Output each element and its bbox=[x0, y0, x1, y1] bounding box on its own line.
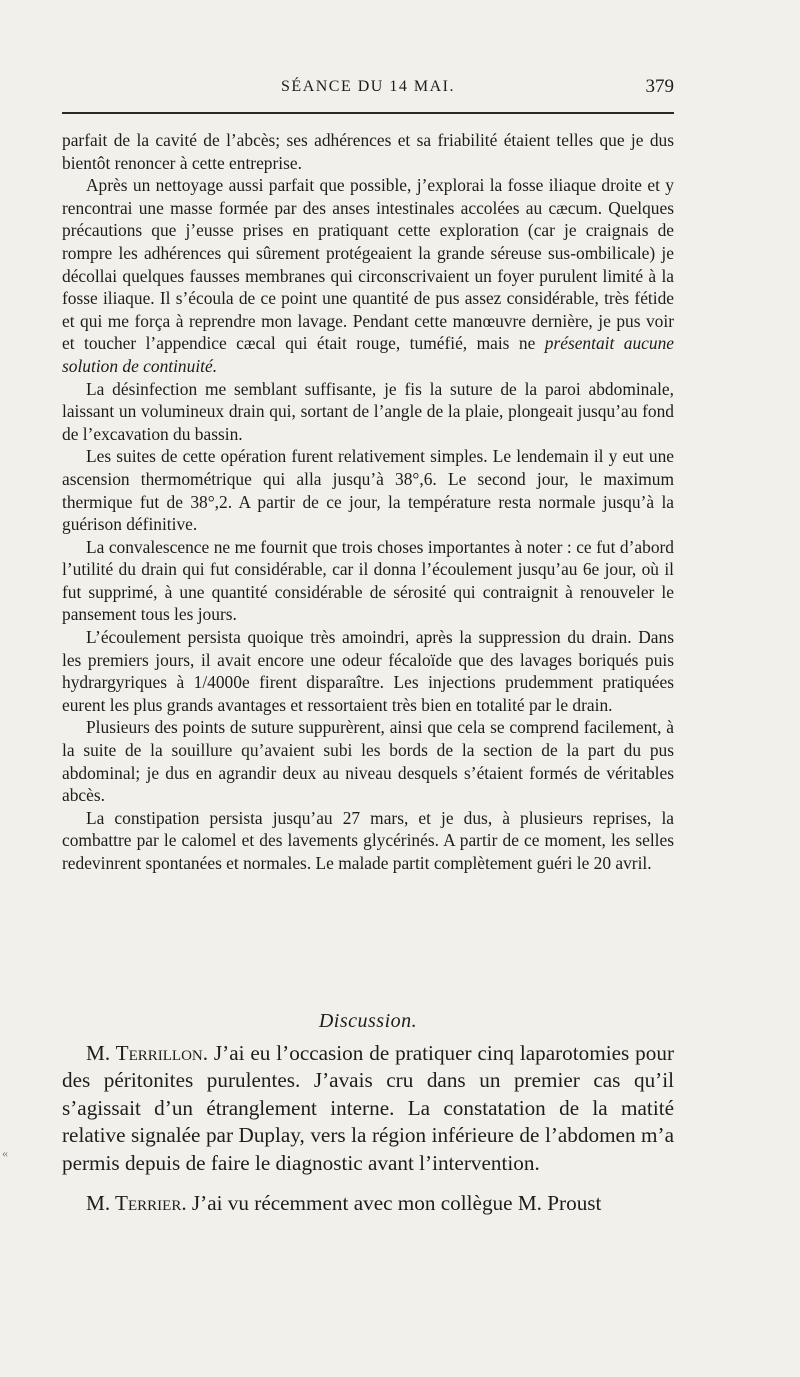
paragraph: Plusieurs des points de suture suppurèrent, ainsi que cela se comprend facilement, à la suite de la souillure qu’avaient subi les bords de la section de la part du pus abdominal; je dus en agrandir deux au niveau desquels s’étaient formés de véritables abcès. bbox=[62, 717, 674, 806]
speech-text: J’ai eu l’occasion de pratiquer cinq laparotomies pour des péritonites purulentes. J’avais cru dans un premier cas qu’il s’agissait d’un étranglement interne. La constatation de la matité relative signalée par Duplay, vers la région inférieure de l’abdomen m’a permis depuis de faire le diagnostic avant l’intervention. bbox=[62, 1041, 674, 1175]
paragraph: L’écoulement persista quoique très amoindri, après la suppression du drain. Dans les premiers jours, il avait encore une odeur fécaloïde que des lavages boriqués puis hydrargyriques à 1/4000e firent disparaître. Les injections prudemment pratiquées eurent les plus grands avantages et ressortaient très bien en totalité par le drain. bbox=[62, 627, 674, 715]
paragraph-text: Après un nettoyage aussi parfait que possible, j’explorai la fosse iliaque droite et y rencontrai une masse formée par des anses intestinales accolées au cæcum. Quelques précautions que j’eusse prises en pratiquant cette exploration (car je craignais de rompre les adhérences qui sûrement protégeaient la grande séreuse sus-ombilicale) je décollai quelques fausses membranes qui circonscrivaient un foyer purulent limité à la fosse iliaque. Il s’écoula de ce point une quantité de pus assez considérable, très fétide et qui me força à reprendre mon lavage. Pendant cette manœuvre dernière, je pus voir et toucher l’appendice cæcal qui était rouge, tuméfié, mais ne bbox=[62, 175, 674, 354]
case-report-text bbox=[62, 129, 674, 875]
speaker-name: M. Terrillon. bbox=[86, 1041, 209, 1065]
margin-mark: « bbox=[2, 1146, 8, 1160]
paragraph-italic-text: présentait aucune solution de continuité. bbox=[62, 333, 674, 376]
paragraph: La convalescence ne me fournit que trois choses importantes à noter : ce fut d’abord l’utilité du drain qui fut considérable, car il donna l’écoulement jusqu’au 6e jour, où il fut supprimé, à une quantité considérable de sérosité qui contraignit à renouveler le pansement tous les jours. bbox=[62, 536, 674, 625]
speech-terrillon bbox=[62, 1040, 674, 1177]
speech-text: J’ai vu récemment avec mon collègue M. Proust bbox=[186, 1191, 602, 1216]
speaker-name: M. Terrier. bbox=[86, 1191, 187, 1216]
header-rule bbox=[62, 112, 674, 114]
page-header bbox=[62, 76, 674, 106]
paragraph bbox=[62, 174, 674, 377]
page-number: 379 bbox=[645, 76, 674, 97]
running-title: SÉANCE DU 14 MAI. bbox=[281, 78, 455, 95]
discussion-text bbox=[62, 1040, 674, 1217]
paragraph: La désinfection me semblant suffisante, je fis la suture de la paroi abdominale, laissant un volumineux drain qui, sortant de l’angle de la plaie, plongeait jusqu’au fond de l’excavation du bassin. bbox=[62, 378, 674, 444]
paragraph: La constipation persista jusqu’au 27 mars, et je dus, à plusieurs reprises, la combattre par le calomel et des lavements glycérinés. A partir de ce moment, les selles redevinrent spontanées et normales. Le malade partit complètement guéri le 20 avril. bbox=[62, 807, 674, 873]
discussion-heading: Discussion. bbox=[318, 1010, 418, 1032]
paragraph: Les suites de cette opération furent relativement simples. Le lendemain il y eut une ascension thermométrique qui alla jusqu’à 38°,6. Le second jour, le maximum thermique fut de 38°,2. A partir de ce jour, la température resta normale jusqu’à la guérison définitive. bbox=[62, 446, 674, 535]
speech-terrier bbox=[62, 1190, 674, 1217]
paragraph: parfait de la cavité de l’abcès; ses adhérences et sa friabilité étaient telles que je dus bientôt renoncer à cette entreprise. bbox=[62, 130, 674, 173]
